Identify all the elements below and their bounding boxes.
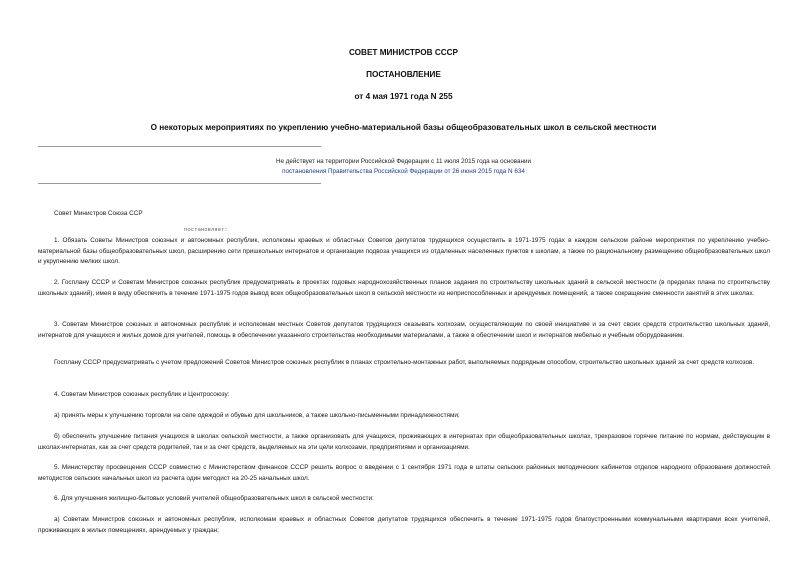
- divider-bottom: [38, 183, 321, 184]
- document-type: ПОСТАНОВЛЕНИЕ: [366, 70, 441, 79]
- paragraph-5: 5. Министерству просвещения СССР совместно с Министерством финансов СССР решить вопрос о введении с 1 сентября 1971 года в штаты сельских районных методических кабинетов отделов народного образования должностей методистов сельских начальных школ из расчета один методист на 20-25 начальных школ.: [38, 464, 770, 482]
- document-date-number: от 4 мая 1971 года N 255: [354, 92, 453, 101]
- paragraph-6: 6. Для улучшения жилищно-бытовых условий учителей общеобразовательных школ в сельской местности:: [54, 495, 374, 502]
- issuing-body: СОВЕТ МИНИСТРОВ СССР: [348, 48, 459, 57]
- divider-top: [38, 146, 321, 147]
- intro-paragraph: Совет Министров Союза ССР: [54, 210, 143, 217]
- paragraph-3b: Госплану СССР предусматривать с учетом предложений Советов Министров союзных республик в планах строительно-монтажных работ, выполняемых подрядным способом, строительство школьных зданий за счет средств колхозов.: [54, 359, 755, 366]
- document-title: О некоторых мероприятиях по укреплению учебно-материальной базы общеобразовательных школ в сельской местности: [150, 123, 657, 132]
- paragraph-1: 1. Обязать Советы Министров союзных и автономных республик, исполкомы краевых и областных Советов депутатов трудящихся осуществить в 1971-1975 годах в каждом сельском районе мероприятия по укреплению учебно-материальной базы общеобразовательных школ, расширению сети пришкольных интернатов и организации подвоза учащихся из отдаленных населенных пунктов к школам, а также по рациональному размещению общеобразовательных школ и укрупнению мелких школ.: [38, 237, 770, 266]
- paragraph-2: 2. Госплану СССР и Советам Министров союзных республик предусматривать в проектах годовых народнохозяйственных планов задания по строительству школьных зданий в сельской местности (в пределах плана по строительству школьных зданий), имея в виду обеспечить в течение 1971-1975 годов вывод всех общеобразовательных школ в сельской местности из неприспособленных и арендуемых помещений, а также сокращение сменности занятий в этих школах.: [38, 279, 770, 297]
- paragraph-4b: б) обеспечить улучшение питания учащихся в школах сельской местности, а также организовать для учащихся, проживающих в интернатах при общеобразовательных школах, трехразовое горячее питание по нормам, действующим в школах-интернатах, как за счет средств родителей, так и за счет средств, выделяемых на эти цели колхозами, предприятиями и организациями.: [38, 433, 770, 451]
- repeal-decree-link[interactable]: постановления Правительства Российской Федерации от 26 июня 2015 года N 634: [282, 168, 525, 175]
- status-notice: Не действует на территории Российской Федерации с 11 июля 2015 года на основании: [275, 158, 532, 165]
- paragraph-3: 3. Советам Министров союзных и автономных республик и исполкомам местных Советов депутатов трудящихся оказывать колхозам, осуществляющим по своей инициативе и за счет своих средств строительство школьных зданий, интернатов для учащихся и жилых домов для учителей, помощь в обеспечении указанного строительства необходимыми материалами, а также в обеспечении школ и интернатов мебелью и учебным оборудованием.: [38, 321, 770, 339]
- decree-word: постановляет:: [184, 227, 228, 233]
- paragraph-4a: а) принять меры к улучшению торговли на селе одеждой и обувью для школьников, а также школьно-письменными принадлежностями;: [54, 412, 460, 419]
- paragraph-4: 4. Советам Министров союзных республик и Центросоюзу:: [54, 391, 230, 398]
- paragraph-6a: а) Советам Министров союзных и автономных республик, исполкомам краевых и областных Советов депутатов трудящихся обеспечить в течение 1971-1975 годов благоустроенными коммунальными квартирами всех учителей, проживающих в жилых помещениях, арендуемых у граждан;: [38, 516, 770, 534]
